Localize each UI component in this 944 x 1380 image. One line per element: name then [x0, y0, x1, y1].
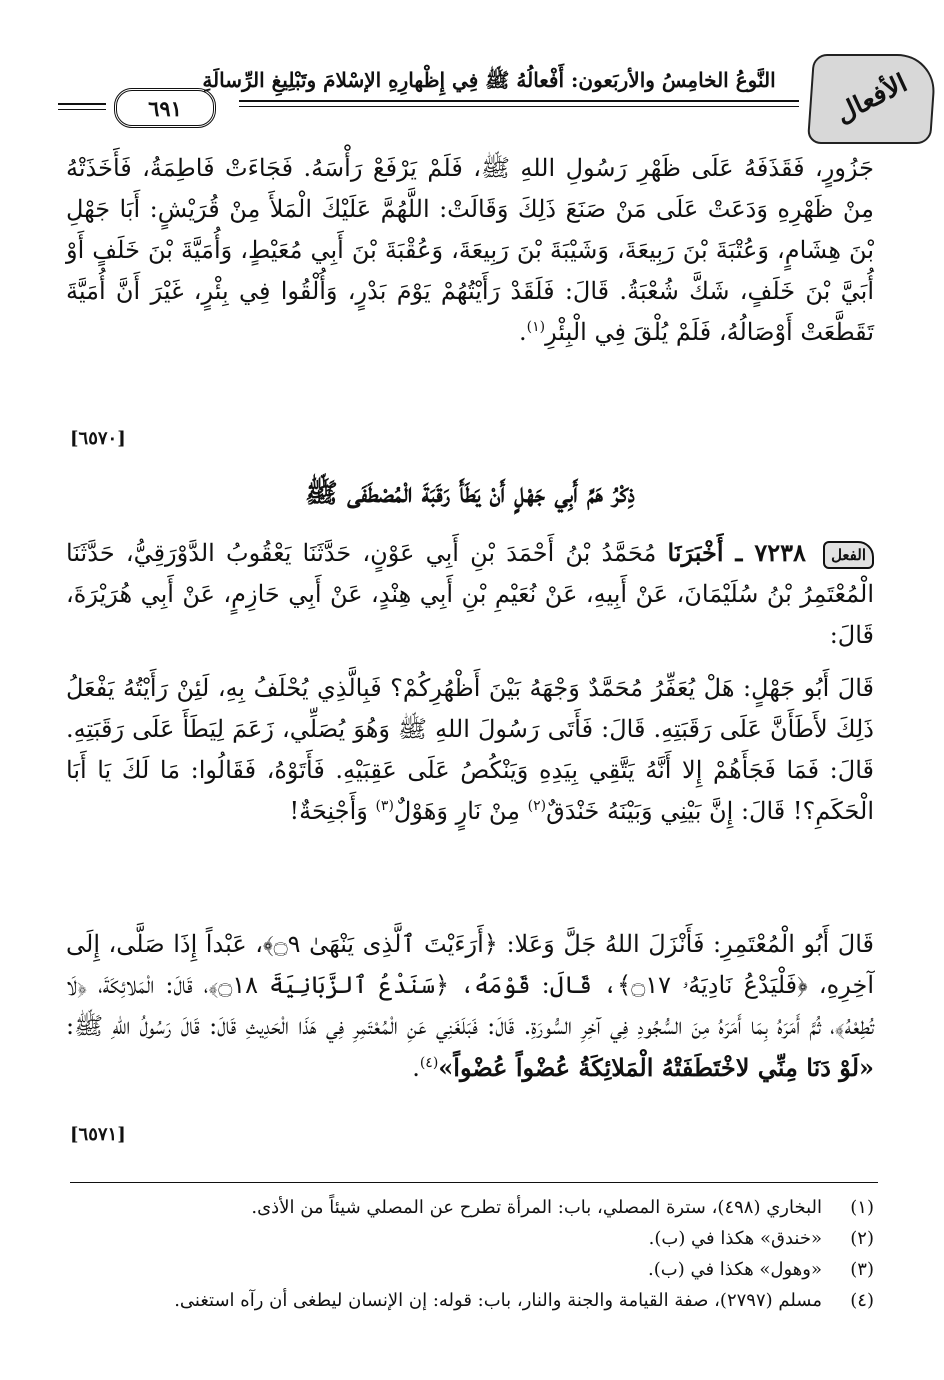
- paragraph-4-text: قَالَ أَبُو الْمُعْتَمِرِ: فَأَنْزَلَ اللهُ جَلَّ وَعَلا: ﴿أَرَءَيْتَ ٱلَّذِى يَنْهَىٰ ۝٩﴾، عَبْداً إِذَا صَلَّى، إِلَى آخِرِهِ، ﴿فَلْيَدْعُ نَادِيَهُۥ ۝١٧﴾، قَالَ: قَوْمَهُ، ﴿سَنَدْعُ ٱلزَّبَانِيَةَ ۝١٨﴾، قَالَ: الْمَلائِكَةَ، ﴿لَا تُطِعْهُ﴾، ثُمَّ أَمَرَهُ بِمَا أَمَرَهُ مِنَ السُّجُودِ فِي آخِرِ السُّورَةِ. قَالَ: فَبَلَغَنِي عَنِ الْمُعْتَمِرِ فِي هَذَا الْحَدِيثِ قَالَ: قَالَ رَسُولُ اللهِ ﷺ:: [66, 930, 874, 1040]
- paragraph-1-end: .: [519, 318, 527, 346]
- page-number: ٦٩١: [114, 88, 216, 128]
- footnote-mark-3[interactable]: (٣): [375, 798, 394, 814]
- hadith-ref-6571: [٦٥٧١]: [70, 1124, 126, 1145]
- paragraph-1-text: جَزُورٍ، فَقَذَفَهُ عَلَى ظَهْرِ رَسُولِ اللهِ ﷺ، فَلَمْ يَرْفَعْ رَأْسَهُ. فَجَاءَتْ فَاطِمَةُ، فَأَخَذَتْهُ مِنْ ظَهْرِهِ وَدَعَتْ عَلَى مَنْ صَنَعَ ذَلِكَ وَقَالَتْ: اللَّهُمَّ عَلَيْكَ الْمَلأَ مِنْ قُرَيْشٍ: أَبَا جَهْلِ بْنَ هِشَامٍ، وَعُتْبَةَ بْنَ رَبِيعَةَ، وَشَيْبَةَ بْنَ رَبِيعَةَ، وَعُقْبَةَ بْنَ أَبِي مُعَيْطٍ، وَأُمَيَّةَ بْنَ خَلَفٍ أَوْ أُبَيَّ بْنَ خَلَفٍ، شَكَّ شُعْبَةُ. قَالَ: فَلَقَدْ رَأَيْتُهُمْ يَوْمَ بَدْرٍ، وَأُلْقُوا فِي بِئْرٍ، غَيْرَ أَنَّ أُمَيَّةَ تَقَطَّعَتْ أَوْصَالُهُ، فَلَمْ يُلْقَ فِي الْبِئْرِ: [66, 154, 875, 346]
- header-rule-thin: [239, 106, 799, 107]
- footnote-separator: [70, 1182, 878, 1183]
- footnote-text: «وهول» هكذا في (ب).: [648, 1259, 822, 1280]
- footnote-item: [66, 1192, 874, 1223]
- hadith-number: ٧٢٣٨ ـ أَخْبَرَنَا: [667, 538, 806, 567]
- paragraph-3-text-c: وَأَجْنِحَةٌ!: [289, 797, 376, 825]
- footnote-item: [66, 1285, 874, 1316]
- chapter-tab-label: الأفعال: [832, 68, 912, 130]
- header-left-rule-thin: [58, 109, 106, 110]
- footnote-mark-4[interactable]: (٤): [419, 1055, 439, 1071]
- footnotes: [66, 1192, 874, 1316]
- footnote-mark-1[interactable]: (١): [526, 319, 546, 335]
- fiil-badge: الفعل: [823, 541, 874, 569]
- paragraph-3-text-a: قَالَ أَبُو جَهْلٍ: هَلْ يُعَفِّرُ مُحَمَّدٌ وَجْهَهُ بَيْنَ أَظْهُرِكُمْ؟ فَبِالَّذِي يُحْلَفُ بِهِ، لَئِنْ رَأَيْتُهُ يَفْعَلُ ذَلِكَ لأَطَأَنَّ عَلَى رَقَبَتِهِ. قَالَ: فَأَتَى رَسُولَ اللهِ ﷺ وَهُوَ يُصَلِّي، زَعَمَ لِيَطَأَ عَلَى رَقَبَتِهِ. قَالَ: فَمَا فَجَأَهُمْ إِلا أَنَّهُ يَتَّقِي بِيَدِهِ وَيَنْكُصُ عَلَى عَقِبَيْهِ. فَأَتَوْهُ، فَقَالُوا: مَا لَكَ يَا أَبَا الْحَكَمِ؟! قَالَ: إِنَّ بَيْنِي وَبَيْنَهُ خَنْدَقٌ: [66, 674, 874, 825]
- running-title: النَّوعُ الخامِسُ والأربَعون: أَفْعالُهُ ﷺ فِي إِظْهارِهِ الإسْلامَ وتَبْلِيغِ الرِّسالَةِ: [202, 68, 776, 92]
- footnote-number: (١): [850, 1197, 874, 1218]
- footnote-mark-2[interactable]: (٢): [527, 798, 547, 814]
- paragraph-2-text: مُحَمَّدُ بْنُ أَحْمَدَ بْنِ أَبِي عَوْنٍ، حَدَّثَنَا يَعْقُوبُ الدَّوْرَقِيُّ، حَدَّثَنَا الْمُعْتَمِرُ بْنُ سُلَيْمَانَ، عَنْ أَبِيهِ، عَنْ نُعَيْمِ بْنِ أَبِي هِنْدٍ، عَنْ أَبِي حَازِمٍ، عَنْ أَبِي هُرَيْرَةَ، قَالَ:: [66, 539, 874, 649]
- page-header: [58, 54, 934, 140]
- prophetic-saying: «لَوْ دَنَا مِنِّي لاخْتَطَفَتْهُ الْمَلائِكَةُ عُضْواً عُضْواً»: [438, 1053, 874, 1082]
- chapter-tab: [807, 54, 937, 144]
- footnote-item: [66, 1223, 874, 1254]
- section-title: ذِكْرُ هَمِّ أَبِي جَهْلٍ أَنْ يَطَأَ رَقَبَةَ الْمُصْطَفَى ﷺ: [305, 478, 635, 509]
- paragraph-2: [66, 532, 874, 656]
- footnote-text: مسلم (٢٧٩٧)، صفة القيامة والجنة والنار، باب: قوله: إن الإنسان ليطغى أن رآه استغنى.: [174, 1290, 822, 1311]
- footnote-number: (٤): [850, 1290, 874, 1311]
- footnote-number: (٣): [850, 1259, 874, 1280]
- paragraph-4: [66, 924, 874, 1089]
- paragraph-4-end: .: [412, 1054, 420, 1082]
- footnote-text: «خندق» هكذا في (ب).: [648, 1228, 822, 1249]
- hadith-ref-6570: [٦٥٧٠]: [70, 428, 126, 449]
- paragraph-3: [66, 668, 874, 832]
- header-rule: [239, 100, 799, 102]
- paragraph-3-text-b: مِنْ نَارٍ وَهَوْلٌ: [393, 797, 528, 825]
- paragraph-1: [66, 148, 874, 353]
- footnote-item: [66, 1254, 874, 1285]
- footnote-text: البخاري (٤٩٨)، سترة المصلي، باب: المرأة تطرح عن المصلي شيئاً من الأذى.: [251, 1197, 822, 1218]
- footnote-number: (٢): [850, 1228, 874, 1249]
- header-left-rule: [58, 103, 106, 105]
